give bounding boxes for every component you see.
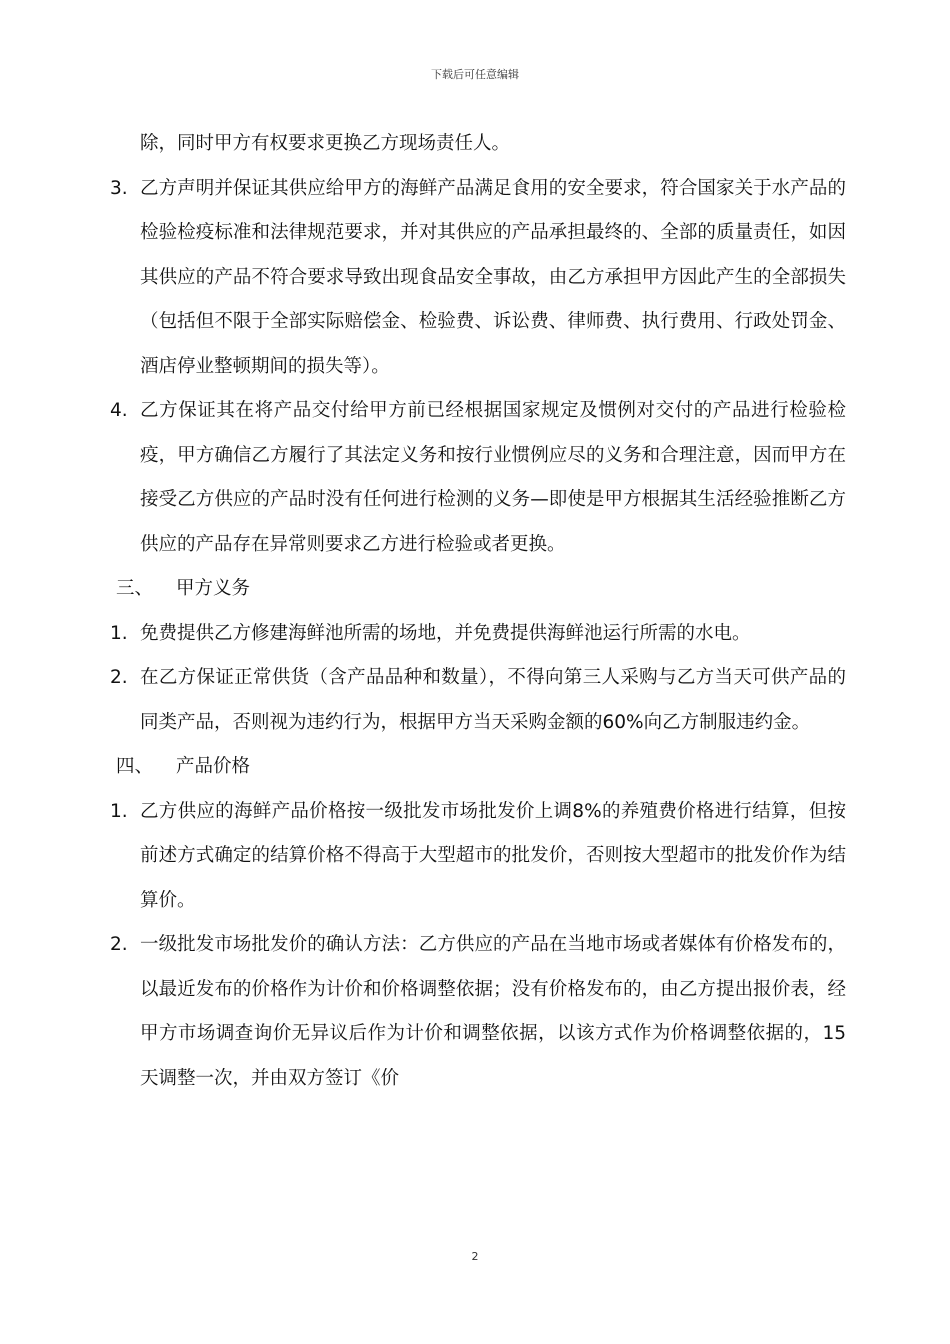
section-heading-4: [110, 745, 846, 790]
price-clause-2: [110, 923, 846, 1101]
clause-number: 1.: [110, 800, 128, 822]
clause-text: 一级批发市场批发价的确认方法：乙方供应的产品在当地市场或者媒体有价格发布的，以最近发布的价格作为计价和价格调整依据；没有价格发布的，由乙方提出报价表，经甲方市场调查询价无异议后作为计价和调整依据，以该方式作为价格调整依据的，15天调整一次，并由双方签订《价: [140, 934, 846, 1089]
clause-4: [110, 389, 846, 567]
obligation-1: [110, 612, 846, 657]
price-clause-1: [110, 790, 846, 924]
page-number: 2: [471, 1250, 479, 1263]
section-number: 四、: [116, 756, 154, 777]
clause-text: 乙方保证其在将产品交付给甲方前已经根据国家规定及惯例对交付的产品进行检验检疫，甲方确信乙方履行了其法定义务和按行业惯例应尽的义务和合理注意，因而甲方在接受乙方供应的产品时没有任何进行检测的义务—即使是甲方根据其生活经验推断乙方供应的产品存在异常则要求乙方进行检验或者更换。: [140, 400, 846, 555]
clause-number: 2.: [110, 667, 128, 688]
clause-number: 3.: [110, 177, 128, 199]
clause-number: 1.: [110, 622, 128, 644]
section-title: 产品价格: [176, 756, 251, 777]
clause-number: 2.: [110, 934, 128, 955]
clause-3: [110, 167, 846, 390]
section-heading-3: [110, 567, 846, 612]
obligation-2: [110, 656, 846, 745]
section-title: 甲方义务: [176, 578, 251, 599]
continued-paragraph: 除，同时甲方有权要求更换乙方现场责任人。: [140, 133, 511, 154]
clause-text: 在乙方保证正常供货（含产品品种和数量），不得向第三人采购与乙方当天可供产品的同类产品，否则视为违约行为，根据甲方当天采购金额的60%向乙方制服违约金。: [140, 667, 846, 733]
section-number: 三、: [116, 578, 154, 599]
clause-text: 乙方声明并保证其供应给甲方的海鲜产品满足食用的安全要求，符合国家关于水产品的检验检疫标准和法律规范要求，并对其供应的产品承担最终的、全部的质量责任，如因其供应的产品不符合要求导致出现食品安全事故，由乙方承担甲方因此产生的全部损失（包括但不限于全部实际赔偿金、检验费、诉讼费、律师费、执行费用、行政处罚金、酒店停业整顿期间的损失等）。: [140, 177, 846, 377]
clause-text: 免费提供乙方修建海鲜池所需的场地，并免费提供海鲜池运行所需的水电。: [140, 622, 751, 644]
clause-number: 4.: [110, 400, 128, 421]
document-body: [110, 122, 846, 1101]
page-header: 下载后可任意编辑: [431, 68, 519, 81]
clause-text: 乙方供应的海鲜产品价格按一级批发市场批发价上调8%的养殖费价格进行结算，但按前述方式确定的结算价格不得高于大型超市的批发价，否则按大型超市的批发价作为结算价。: [140, 800, 846, 911]
